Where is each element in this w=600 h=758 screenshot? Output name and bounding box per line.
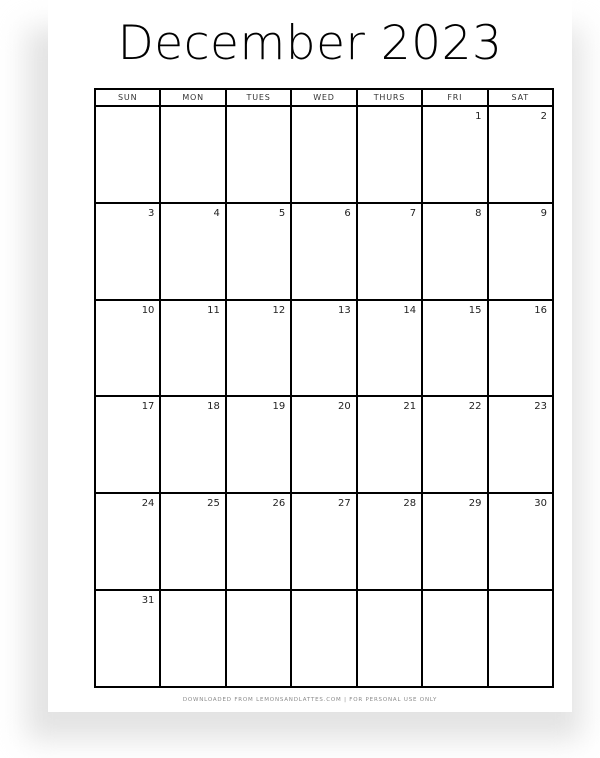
day-cell — [358, 397, 423, 492]
week-row — [96, 591, 552, 686]
day-cell — [358, 107, 423, 202]
day-number: 4 — [213, 207, 220, 219]
day-cell — [96, 494, 161, 589]
day-cell — [96, 591, 161, 686]
week-row — [96, 494, 552, 591]
day-number: 27 — [337, 498, 351, 510]
day-number: 21 — [403, 401, 417, 413]
day-cell — [423, 301, 488, 396]
week-row — [96, 301, 552, 398]
weekday-header: TUES — [227, 90, 292, 105]
day-number: 10 — [141, 304, 155, 316]
day-cell — [161, 397, 226, 492]
weekday-header-row — [96, 90, 552, 107]
day-cell — [489, 107, 552, 202]
day-number: 14 — [403, 304, 417, 316]
calendar-grid — [94, 88, 554, 688]
weekday-header: THURS — [358, 90, 423, 105]
day-number: 15 — [468, 304, 482, 316]
day-number: 2 — [540, 111, 547, 122]
day-number: 5 — [278, 207, 286, 219]
day-number: 29 — [468, 498, 482, 510]
day-number: 24 — [141, 498, 155, 510]
day-number: 30 — [534, 498, 547, 510]
day-cell — [96, 204, 161, 299]
day-cell — [423, 107, 488, 202]
day-cell — [358, 494, 423, 589]
calendar-weeks — [96, 107, 552, 686]
day-cell — [292, 204, 357, 299]
calendar-page — [48, 0, 572, 712]
day-number: 22 — [468, 401, 482, 413]
day-number: 20 — [337, 401, 351, 413]
day-cell — [227, 301, 292, 396]
day-cell — [358, 591, 423, 686]
day-cell — [161, 591, 226, 686]
day-cell — [489, 494, 552, 589]
day-number: 9 — [540, 207, 547, 219]
day-number: 18 — [207, 401, 220, 413]
day-cell — [423, 494, 488, 589]
day-number: 13 — [337, 304, 351, 316]
day-number: 31 — [141, 595, 155, 607]
day-cell — [423, 397, 488, 492]
weekday-header: SAT — [511, 93, 529, 102]
day-cell — [227, 204, 292, 299]
day-cell — [227, 397, 292, 492]
day-cell — [489, 397, 552, 492]
day-cell — [161, 107, 226, 202]
weekday-header: SUN — [96, 90, 161, 105]
day-number: 26 — [272, 498, 286, 510]
day-number: 7 — [409, 207, 417, 219]
day-cell — [358, 204, 423, 299]
day-cell — [161, 301, 226, 396]
day-cell — [358, 301, 423, 396]
day-number: 28 — [403, 498, 417, 510]
day-number: 8 — [475, 207, 482, 219]
week-row — [96, 204, 552, 301]
week-row — [96, 107, 552, 204]
weekday-header: FRI — [423, 90, 488, 105]
day-number: 23 — [534, 401, 547, 413]
week-row — [96, 397, 552, 494]
day-cell — [227, 591, 292, 686]
day-cell — [96, 107, 161, 202]
day-cell — [292, 494, 357, 589]
footer-credit: DOWNLOADED FROM LEMONSANDLATTES.COM | FOR PERSONAL USE ONLY — [182, 697, 438, 703]
day-cell — [96, 301, 161, 396]
day-cell — [227, 107, 292, 202]
day-cell — [292, 301, 357, 396]
day-number: 11 — [207, 304, 220, 316]
day-cell — [292, 591, 357, 686]
day-cell — [161, 204, 226, 299]
day-number: 17 — [141, 401, 155, 413]
day-number: 25 — [207, 498, 220, 510]
day-cell — [423, 204, 488, 299]
day-number: 12 — [272, 304, 286, 316]
day-cell — [489, 591, 552, 686]
calendar-title: December 2023 — [117, 16, 503, 71]
day-cell — [292, 397, 357, 492]
day-cell — [96, 397, 161, 492]
day-number: 19 — [272, 401, 286, 413]
day-cell — [423, 591, 488, 686]
day-cell — [489, 301, 552, 396]
day-number: 1 — [475, 111, 482, 122]
weekday-header: MON — [161, 90, 226, 105]
day-number: 6 — [344, 207, 351, 219]
weekday-header: WED — [292, 90, 357, 105]
day-cell — [292, 107, 357, 202]
day-cell — [161, 494, 226, 589]
day-number: 16 — [534, 304, 547, 316]
day-cell — [489, 204, 552, 299]
day-cell — [227, 494, 292, 589]
day-number: 3 — [148, 207, 155, 219]
